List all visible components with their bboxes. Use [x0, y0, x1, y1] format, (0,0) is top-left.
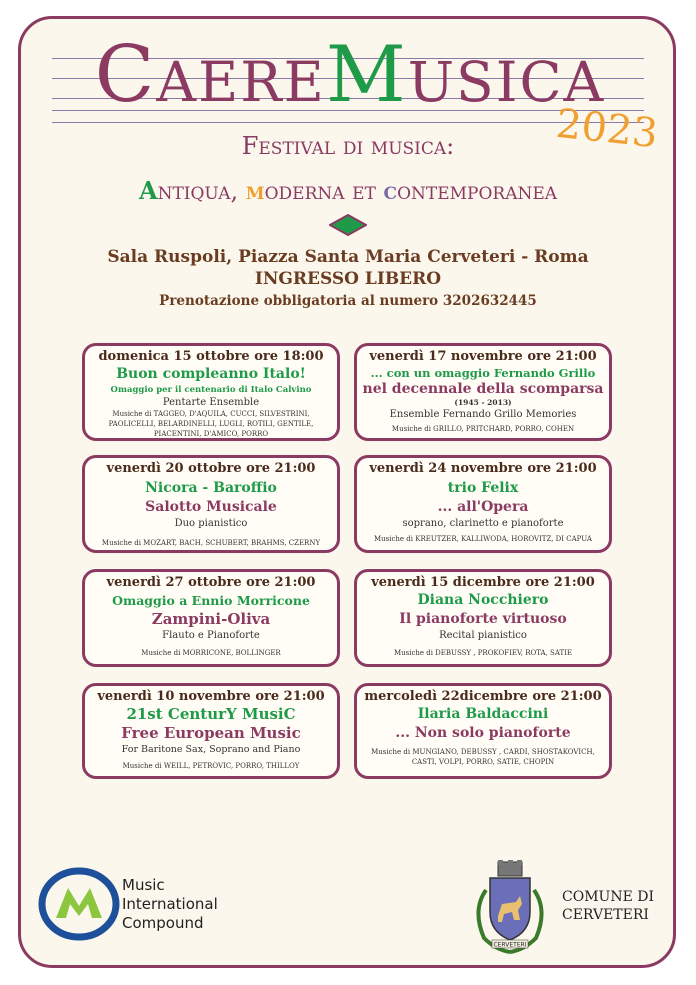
event-title: trio Felix — [447, 480, 519, 496]
event-card — [82, 455, 340, 553]
event-title-2: ... Non solo pianoforte — [395, 725, 571, 741]
mic-logo-text: Music International Compound — [122, 876, 218, 932]
event-card — [354, 343, 612, 441]
event-card — [354, 683, 612, 779]
festival-subtitle: Festival di musica: — [241, 132, 455, 160]
event-title: Diana Nocchiero — [417, 592, 549, 608]
free-entry: INGRESSO LIBERO — [254, 269, 442, 289]
event-title-2: Free European Music — [121, 724, 301, 742]
event-title-2: Salotto Musicale — [145, 499, 277, 515]
event-title: Buon compleanno Italo! — [116, 366, 306, 382]
comune-text: COMUNE DI CERVETERI — [562, 889, 654, 923]
event-composers: Musiche di MUNGIANO, DEBUSSY , CARDI, SHOSTAKOVICH, CASTI, VOLPI, PORRO, SATIE, CHOPIN — [371, 748, 595, 766]
event-title-2: Il pianoforte virtuoso — [399, 611, 567, 627]
event-date: mercoledì 22dicembre ore 21:00 — [364, 689, 602, 704]
event-composers: Musiche di TAGGEO, D'AQUILA, CUCCI, SILVESTRINI, PAOLICELLI, BELARDINELLI, LUGLI, ROTILI, GENTILE, PIACENTINI, D'AMICO, PORRO — [108, 410, 314, 438]
event-card — [82, 569, 340, 667]
event-title: Omaggio a Ennio Morricone — [112, 593, 310, 608]
venue-address: Sala Ruspoli, Piazza Santa Maria Cerveteri - Roma — [107, 247, 589, 267]
event-card — [82, 683, 340, 779]
event-composers: Musiche di MORRICONE, BOLLINGER — [141, 649, 281, 657]
event-performer: Ensemble Fernando Grillo Memories — [389, 409, 577, 420]
festival-title: CaereMusica — [94, 30, 606, 120]
event-performer: Pentarte Ensemble — [162, 397, 260, 408]
music-international-compound-logo-icon — [38, 866, 120, 942]
event-performer: soprano, clarinetto e pianoforte — [402, 518, 564, 529]
cerveteri-crest-icon — [462, 860, 558, 964]
event-composers: Musiche di WEILL, PETROVIC, PORRO, THILLOY — [122, 762, 300, 770]
event-title-2: Zampini-Oliva — [151, 610, 271, 628]
event-performer: For Baritone Sax, Soprano and Piano — [121, 744, 301, 755]
event-years: (1945 - 2013) — [454, 398, 512, 407]
event-card — [82, 343, 340, 441]
event-date: venerdì 10 novembre ore 21:00 — [97, 689, 325, 704]
event-performer: Flauto e Pianoforte — [162, 630, 260, 641]
booking-info: Prenotazione obbligatoria al numero 3202632445 — [159, 293, 537, 309]
event-title: Nicora - Baroffio — [145, 480, 277, 496]
event-composers: Musiche di DEBUSSY , PROKOFIEV, ROTA, SATIE — [393, 649, 573, 657]
venue-info — [0, 246, 696, 312]
event-date: venerdì 24 novembre ore 21:00 — [369, 461, 597, 476]
event-subtitle: Omaggio per il centenario di Italo Calvino — [110, 385, 312, 395]
staff-line — [52, 122, 644, 123]
event-performer: Duo pianistico — [174, 518, 248, 529]
event-card — [354, 455, 612, 553]
event-date: venerdì 17 novembre ore 21:00 — [369, 349, 597, 364]
crest-banner-text: CERVETERI — [493, 941, 527, 949]
event-title-2: nel decennale della scomparsa — [362, 381, 604, 397]
event-date: venerdì 27 ottobre ore 21:00 — [106, 575, 316, 590]
event-date: domenica 15 ottobre ore 18:00 — [98, 349, 324, 364]
event-date: venerdì 20 ottobre ore 21:00 — [106, 461, 316, 476]
event-performer: Recital pianistico — [439, 630, 527, 641]
event-card — [354, 569, 612, 667]
event-title: 21st CenturY MusiC — [126, 705, 296, 723]
event-composers: Musiche di KREUTZER, KALLIWODA, HOROVITZ, DI CAPUA — [374, 535, 592, 543]
festival-year: 2023 — [553, 100, 660, 158]
event-title: ... con un omaggio Fernando Grillo — [370, 366, 596, 380]
festival-genres: Antiqua, moderna et contemporanea — [138, 176, 558, 205]
event-composers: Musiche di GRILLO, PRITCHARD, PORRO, COHEN — [391, 425, 575, 433]
event-date: venerdì 15 dicembre ore 21:00 — [371, 575, 595, 590]
event-title-2: ... all'Opera — [437, 499, 529, 515]
event-composers: Musiche di MOZART, BACH, SCHUBERT, BRAHMS, CZERNY — [101, 539, 321, 547]
diamond-ornament-icon — [329, 214, 367, 236]
event-title: Ilaria Baldaccini — [417, 706, 549, 722]
